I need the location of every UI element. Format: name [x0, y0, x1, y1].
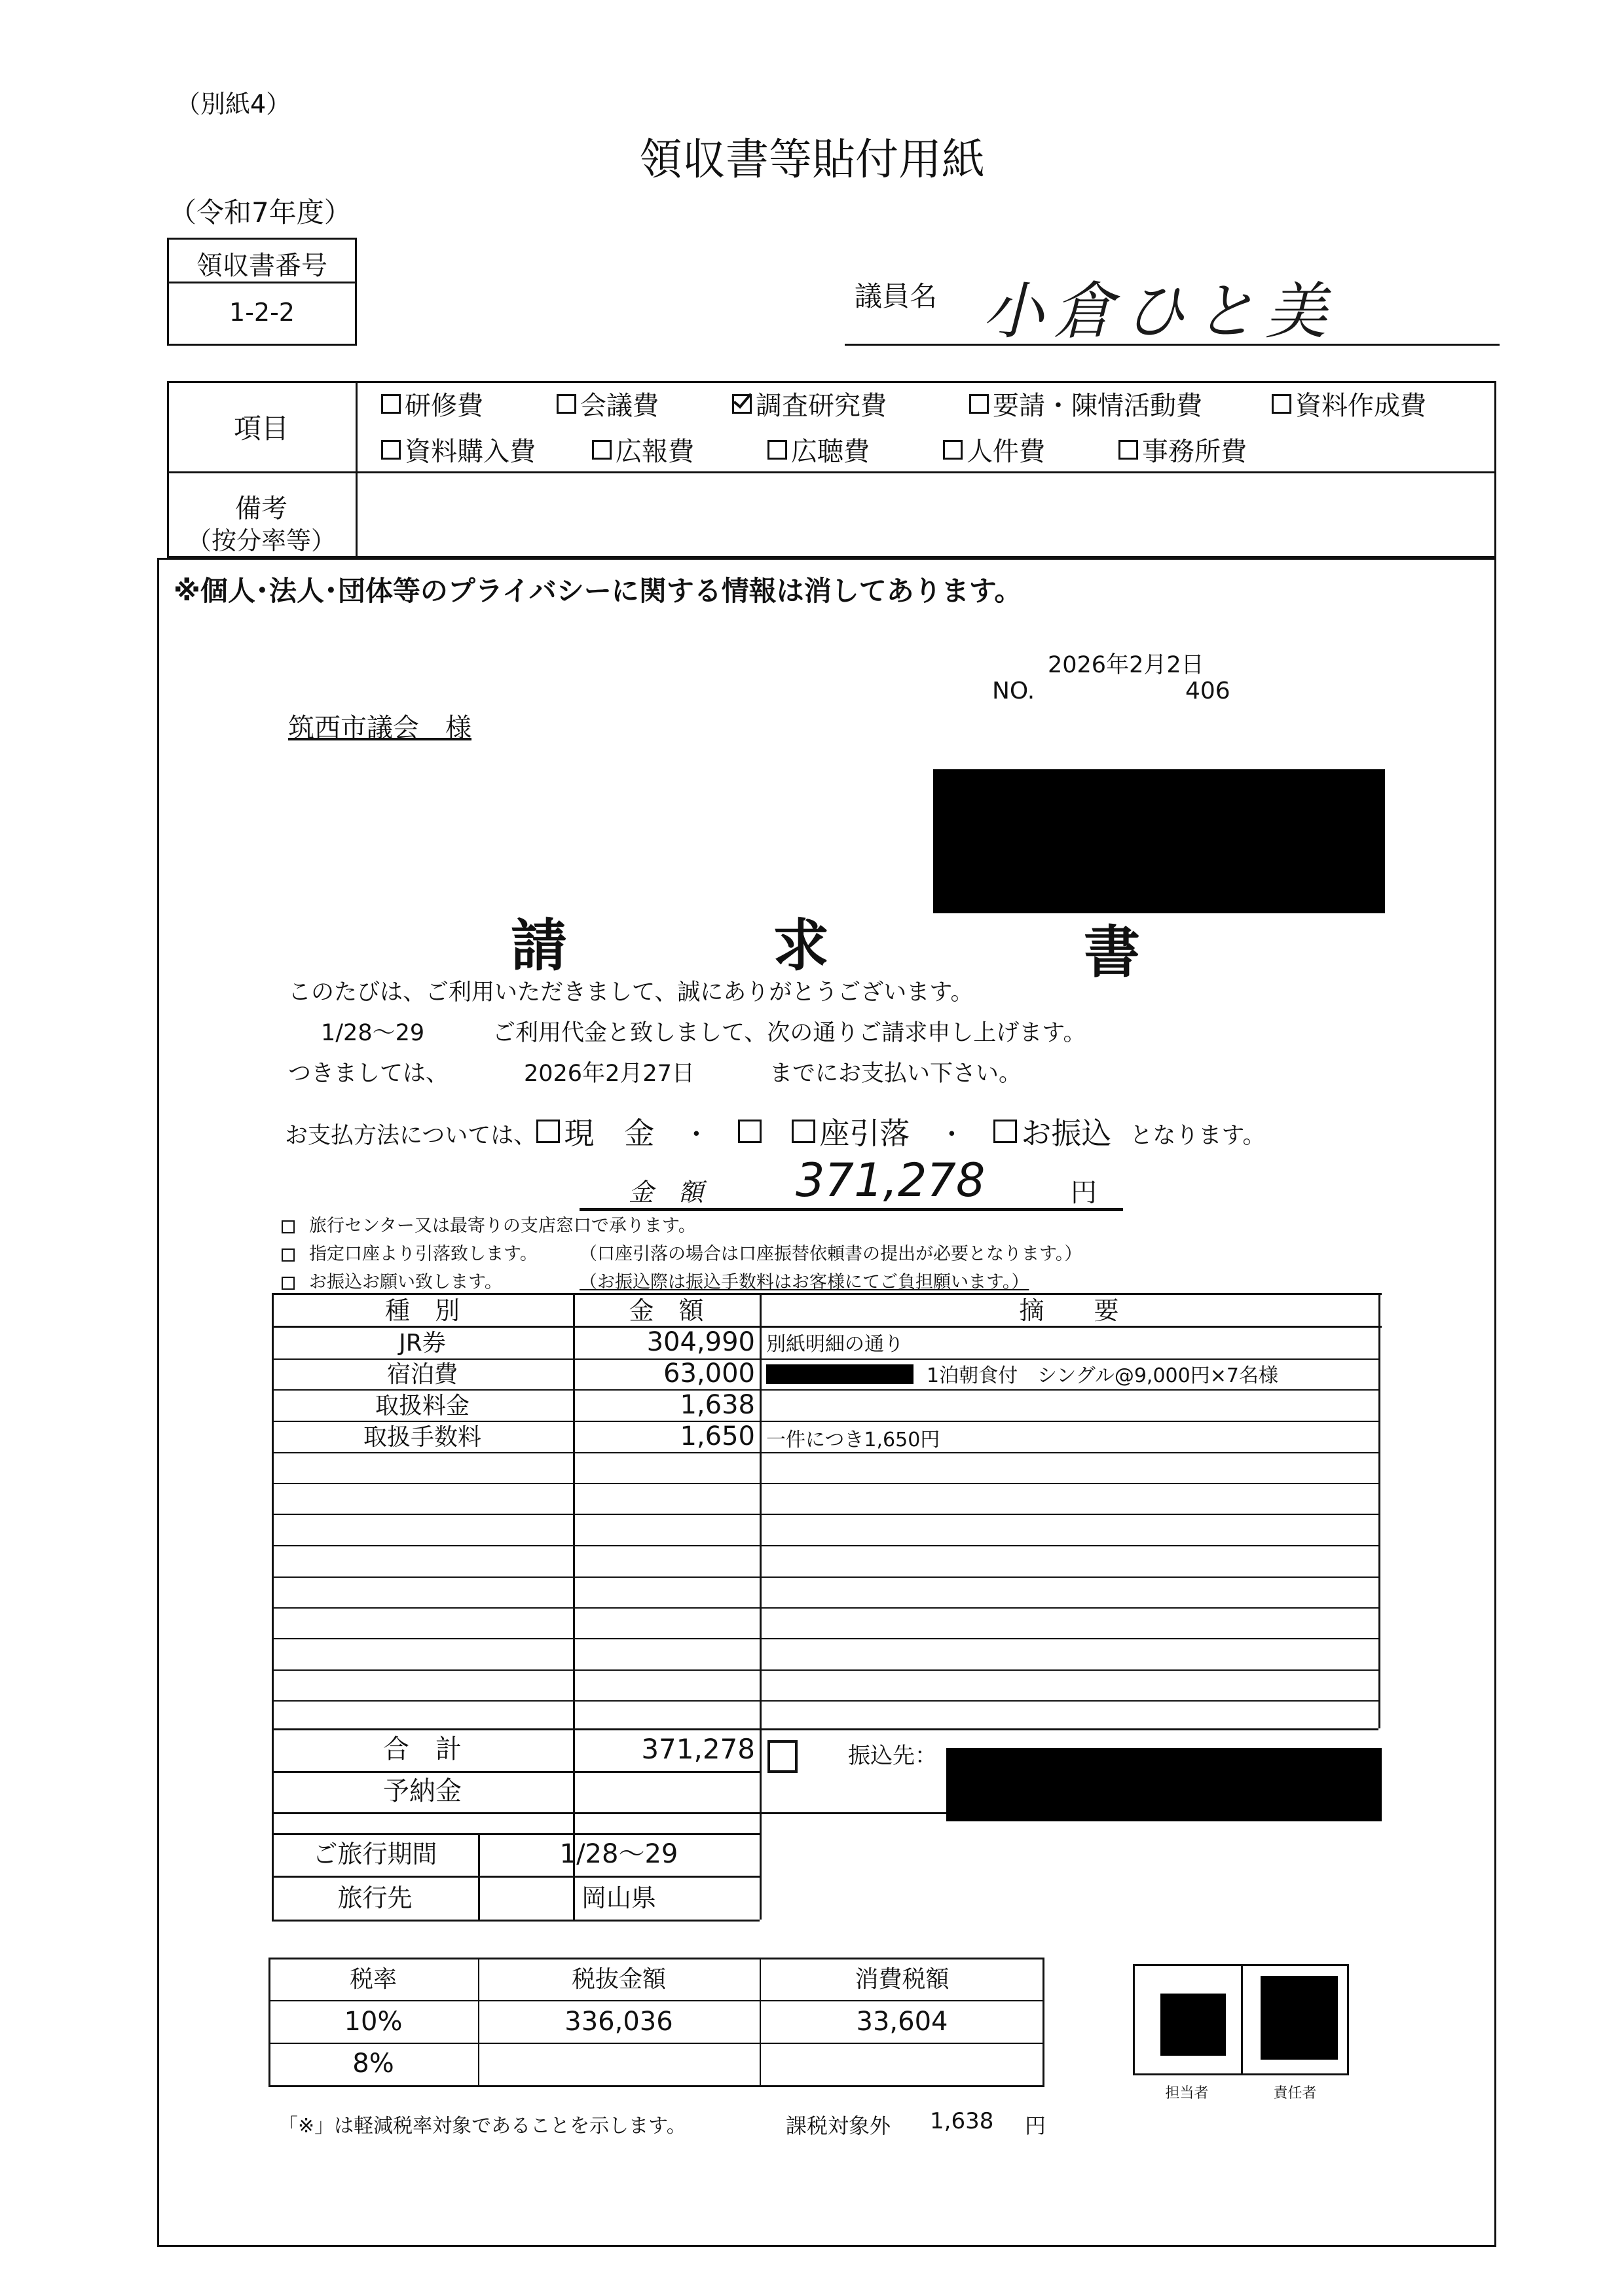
item-meeting-checkbox[interactable] [557, 385, 732, 422]
invoice-addressee: 筑西市議会 様 [288, 713, 471, 743]
remarks-sub-label: （按分率等） [186, 526, 336, 555]
item-label-text: 人件費 [967, 437, 1045, 467]
row-line [272, 1576, 1378, 1578]
checked-checkbox-icon [732, 394, 752, 414]
row-amount: 63,000 [663, 1358, 755, 1389]
checkbox-icon [282, 1277, 295, 1290]
item-checkboxes-row-2 [381, 431, 1247, 468]
header-type: 種 別 [384, 1296, 460, 1325]
row-line [272, 1514, 1378, 1515]
item-pr-checkbox[interactable] [592, 431, 767, 468]
amount-value: 371,278 [796, 1154, 986, 1207]
item-label-text: 調査研究費 [756, 391, 887, 421]
item-office-checkbox[interactable] [1118, 431, 1247, 468]
checkbox-icon [1272, 394, 1291, 414]
pay-transfer-label: お振込 [1021, 1116, 1112, 1151]
form-title: 領収書等貼付用紙 [639, 134, 985, 185]
checkbox-icon [767, 440, 787, 460]
member-name-underline [845, 344, 1500, 346]
note-transfer [282, 1267, 502, 1293]
row-type: 取扱手数料 [363, 1424, 481, 1451]
row-type: 取扱料金 [375, 1393, 470, 1419]
item-petition-checkbox[interactable] [969, 385, 1272, 422]
receipt-number-label: 領収書番号 [196, 251, 327, 281]
pay-transfer-checkbox[interactable] [993, 1110, 1111, 1153]
pay-cash-label: 現 金 [564, 1116, 655, 1151]
item-label: 項目 [233, 412, 289, 445]
member-signature: 小倉ひと美 [982, 276, 1337, 348]
row-line [272, 1700, 1378, 1702]
redacted-hotel-name [766, 1364, 913, 1384]
payment-method-line [285, 1110, 1266, 1153]
total-amount: 371,278 [641, 1733, 755, 1765]
pay-cash-checkbox[interactable] [536, 1110, 654, 1153]
item-label-text: 広報費 [616, 437, 694, 467]
row-note: 1泊朝食付 シングル@9,000円×7名様 [927, 1364, 1278, 1387]
item-research-checkbox[interactable] [732, 385, 969, 422]
checkbox-icon [536, 1120, 560, 1143]
destination-label: 旅行先 [337, 1884, 413, 1912]
period-right-line [760, 1833, 762, 1920]
row-note: 別紙明細の通り [766, 1333, 904, 1356]
fiscal-year: （令和7年度） [169, 196, 352, 228]
due-date: 2026年2月27日 [524, 1061, 695, 1087]
usage-period: 1/28～29 [321, 1020, 425, 1046]
deposit-label: 予納金 [383, 1776, 462, 1806]
invoice-title-char-1: 請 [511, 913, 567, 979]
checkbox-icon [943, 440, 963, 460]
item-material-purchase-checkbox[interactable] [381, 431, 592, 468]
tax-net: 336,036 [564, 2007, 673, 2037]
row-type: JR券 [399, 1330, 446, 1357]
checkbox-icon [1118, 440, 1138, 460]
note-transfer-detail: （お振込際は振込手数料はお客様にてご負担願います。） [580, 1272, 1029, 1292]
item-label-text: 広聴費 [791, 437, 870, 467]
total-top-line [272, 1728, 1378, 1730]
total-bottom-line [272, 1771, 760, 1773]
checkbox-icon [381, 394, 401, 414]
items-remarks-divider [167, 471, 1496, 473]
row-type: 宿泊費 [386, 1361, 458, 1388]
checkbox-icon [592, 440, 612, 460]
period-top-line [272, 1833, 760, 1835]
item-checkboxes-row-1 [381, 385, 1426, 422]
detail-table-top [272, 1293, 1382, 1295]
checkbox-icon [381, 440, 401, 460]
pay-debit-checkbox[interactable] [792, 1110, 910, 1153]
row-amount: 304,990 [646, 1327, 755, 1357]
remarks-label: 備考 [235, 494, 287, 524]
row-line [272, 1638, 1378, 1639]
amount-label: 金 額 [629, 1178, 704, 1207]
invoice-no-label: NO. [992, 678, 1035, 704]
invoice-title-char-3: 書 [1084, 920, 1140, 985]
checkbox-icon [557, 394, 576, 414]
header-amount: 金 額 [629, 1296, 704, 1325]
checkbox-icon [738, 1120, 762, 1143]
separator-dot: ・ [938, 1120, 965, 1150]
item-label-text: 会議費 [580, 391, 659, 421]
attachment-label: （別紙4） [175, 90, 291, 118]
note-debit-detail: （口座引落の場合は口座振替依頼書の提出が必要となります。） [580, 1244, 1082, 1264]
items-table-divider [356, 381, 358, 558]
member-name-label: 議員名 [855, 280, 938, 312]
tax-header-line [268, 2000, 1044, 2001]
stamp-label-staff: 担当者 [1165, 2085, 1209, 2102]
destination-bottom-line [272, 1920, 760, 1922]
tax-header-net: 税抜金額 [571, 1966, 666, 1993]
checkbox-icon [282, 1248, 295, 1262]
redacted-bank-account [946, 1748, 1382, 1821]
tax-header-tax: 消費税額 [855, 1966, 950, 1993]
non-taxable-amount: 1,638 [930, 2108, 994, 2134]
item-label-text: 研修費 [405, 391, 483, 421]
privacy-note: ※個人･法人･団体等のプライバシーに関する情報は消してあります。 [174, 575, 1022, 607]
non-taxable-label: 課税対象外 [786, 2113, 891, 2138]
note-transfer-text: お振込お願い致します。 [309, 1272, 502, 1292]
tax-row-line [268, 2043, 1044, 2044]
header-summary: 摘 要 [1019, 1296, 1119, 1325]
row-line [272, 1607, 1378, 1609]
transfer-label: 振込先： [848, 1743, 937, 1769]
total-label: 合 計 [383, 1734, 462, 1764]
pay-debit-label: 座引落 [819, 1116, 910, 1151]
due-suffix: までにお支払い下さい。 [769, 1061, 1022, 1087]
item-label-text: 要請・陳情活動費 [993, 391, 1202, 421]
detail-header-bottom [272, 1326, 1382, 1328]
item-label-text: 事務所費 [1142, 437, 1247, 467]
tax-rate: 10% [344, 2007, 403, 2037]
note-debit-text: 指定口座より引落致します。 [309, 1244, 538, 1264]
detail-table-right [1378, 1293, 1380, 1728]
item-label-text: 資料作成費 [1295, 391, 1426, 421]
destination-value: 岡山県 [581, 1884, 656, 1912]
row-line [272, 1669, 1378, 1671]
redacted-issuer [933, 769, 1385, 913]
row-note: 一件につき1,650円 [766, 1429, 940, 1451]
stamp-label-manager: 責任者 [1273, 2085, 1317, 2102]
payment-prefix: お支払方法については、 [285, 1123, 537, 1149]
checkbox-icon [792, 1120, 815, 1143]
period-value: 1/28～29 [559, 1839, 678, 1869]
period-bottom-line [272, 1876, 760, 1878]
invoice-greeting: このたびは、ご利用いただきまして、誠にありがとうございます。 [288, 979, 974, 1006]
row-line [272, 1483, 1378, 1484]
separator-dot: ・ [683, 1120, 710, 1150]
checkbox-icon [993, 1120, 1017, 1143]
checkbox-icon [282, 1220, 295, 1233]
stamp-divider [1241, 1964, 1243, 2075]
note-counter-text: 旅行センター又は最寄りの支店窓口で承ります。 [309, 1216, 696, 1236]
checkbox-icon [969, 394, 989, 414]
note-counter [282, 1211, 696, 1237]
row-amount: 1,650 [680, 1421, 755, 1451]
tax-rate: 8% [352, 2049, 394, 2079]
receipt-number: 1-2-2 [229, 298, 295, 327]
pay-blank-checkbox[interactable] [738, 1120, 766, 1143]
reduced-tax-note: 「※」は軽減税率対象であることを示します。 [278, 2115, 686, 2138]
note-debit [282, 1239, 538, 1265]
redacted-stamp [1160, 1994, 1226, 2056]
redacted-stamp [1261, 1976, 1338, 2060]
row-amount: 1,638 [680, 1390, 755, 1420]
due-prefix: つきましては、 [288, 1061, 449, 1087]
tax-header-rate: 税率 [349, 1966, 397, 1993]
amount-yen: 円 [1071, 1178, 1097, 1208]
tax-amount: 33,604 [856, 2007, 948, 2037]
item-material-creation-checkbox[interactable] [1272, 385, 1426, 422]
row-line [272, 1421, 1378, 1422]
item-training-checkbox[interactable] [381, 385, 557, 422]
invoice-title-char-2: 求 [773, 913, 829, 979]
detail-col-divider-2 [760, 1293, 762, 1833]
payment-suffix: となります。 [1130, 1123, 1266, 1149]
item-hearing-checkbox[interactable] [767, 431, 943, 468]
invoice-date: 2026年2月2日 [1048, 652, 1204, 678]
item-personnel-checkbox[interactable] [943, 431, 1118, 468]
period-label: ご旅行期間 [312, 1840, 437, 1868]
usage-text: ご利用代金と致しまして、次の通りご請求申し上げます。 [492, 1020, 1086, 1046]
invoice-no: 406 [1185, 678, 1230, 704]
transfer-checkbox[interactable] [767, 1740, 798, 1773]
item-label-text: 資料購入費 [405, 437, 536, 467]
row-line [272, 1545, 1378, 1546]
non-taxable-yen: 円 [1025, 2113, 1046, 2138]
